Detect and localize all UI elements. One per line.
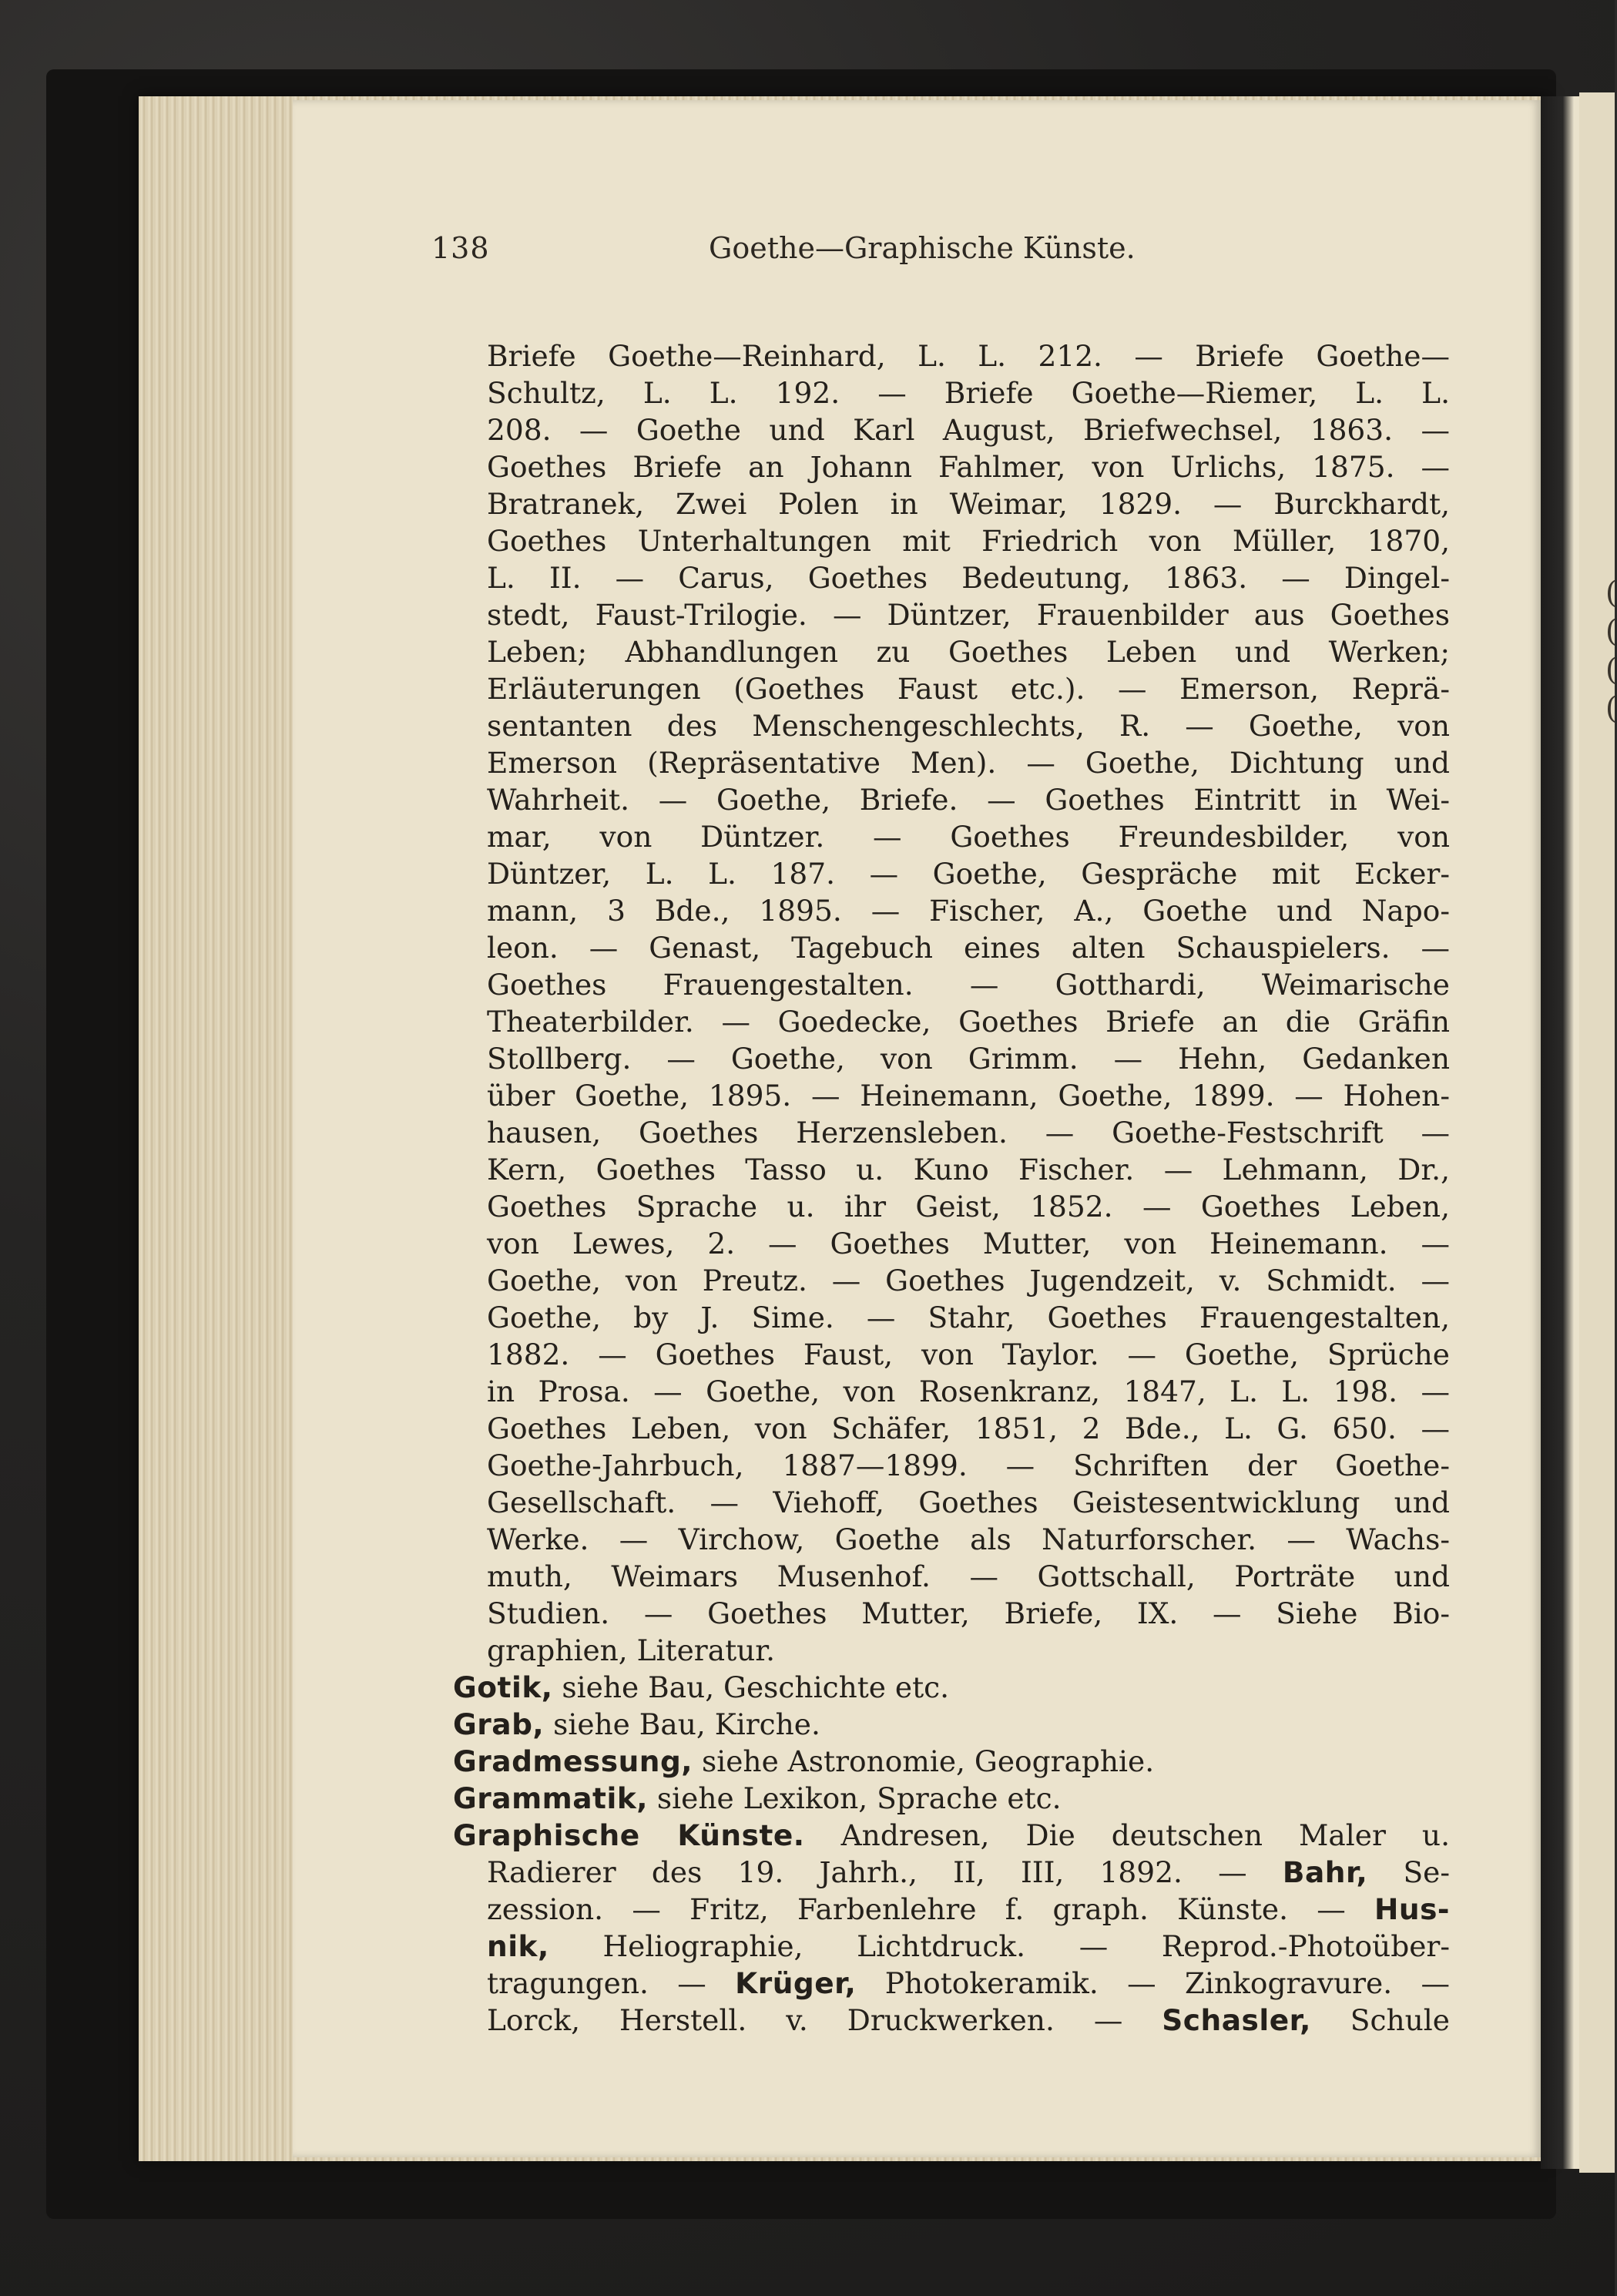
entry-text: siehe Bau, Kirche. <box>544 1707 820 1741</box>
facing-page-glyph: ( <box>1605 576 1617 609</box>
text-line: Studien. — Goethes Mutter, Briefe, IX. — Siehe Bio- <box>487 1596 1450 1630</box>
facing-page-glyph: ( <box>1605 691 1617 725</box>
text-line <box>487 1928 1450 1965</box>
page-number: 138 <box>431 231 490 265</box>
text-line: Goethes Frauengestalten. — Gotthardi, Weimarische <box>487 968 1450 1002</box>
text-line: muth, Weimars Musenhof. — Gottschall, Porträte und <box>487 1559 1450 1593</box>
entry-headword: Gotik, <box>453 1670 553 1704</box>
text-line <box>487 1854 1450 1891</box>
text-line: Goethes Sprache u. ihr Geist, 1852. — Goethes Leben, <box>487 1190 1450 1224</box>
author-name: nik, <box>487 1929 549 1963</box>
text-line: Goethe, by J. Sime. — Stahr, Goethes Frauengestalten, <box>487 1301 1450 1334</box>
entry-text: Lorck, Herstell. v. Druckwerken. — <box>487 2003 1162 2037</box>
page-header <box>431 231 1448 277</box>
running-title: Goethe—Graphische Künste. <box>709 231 1136 265</box>
author-name: Krüger, <box>735 1966 857 2000</box>
text-line: L. II. — Carus, Goethes Bedeutung, 1863. — Dingel- <box>487 561 1450 595</box>
entry-text: zession. — Fritz, Farbenlehre f. graph. Künste. — <box>487 1892 1375 1926</box>
facing-page-edge <box>1579 92 1615 2173</box>
entry-text: Se- <box>1367 1855 1450 1889</box>
text-line: Bratranek, Zwei Polen in Weimar, 1829. — Burckhardt, <box>487 487 1450 521</box>
text-line: Schultz, L. L. 192. — Briefe Goethe—Riemer, L. L. <box>487 376 1450 410</box>
text-line: Goethes Unterhaltungen mit Friedrich von Müller, 1870, <box>487 524 1450 558</box>
text-line: mar, von Düntzer. — Goethes Freundesbilder, von <box>487 820 1450 854</box>
text-line: Briefe Goethe—Reinhard, L. L. 212. — Briefe Goethe— <box>487 339 1450 373</box>
text-line: Theaterbilder. — Goedecke, Goethes Briefe an die Gräfin <box>487 1005 1450 1039</box>
facing-page-glyph: ( <box>1605 614 1617 648</box>
text-line: Kern, Goethes Tasso u. Kuno Fischer. — Lehmann, Dr., <box>487 1153 1450 1187</box>
text-line: 208. — Goethe und Karl August, Briefwechsel, 1863. — <box>487 413 1450 447</box>
text-line: von Lewes, 2. — Goethes Mutter, von Heinemann. — <box>487 1227 1450 1260</box>
text-line: 1882. — Goethes Faust, von Taylor. — Goethe, Sprüche <box>487 1338 1450 1371</box>
entry-text: siehe Bau, Geschichte etc. <box>552 1670 950 1704</box>
text-line: mann, 3 Bde., 1895. — Fischer, A., Goethe und Napo- <box>487 894 1450 928</box>
text-line: leon. — Genast, Tagebuch eines alten Schauspielers. — <box>487 931 1450 965</box>
text-line: über Goethe, 1895. — Heinemann, Goethe, 1899. — Hohen- <box>487 1079 1450 1113</box>
entry-text: Photokeramik. — Zinkogravure. — <box>856 1966 1450 2000</box>
entry-gradmessung <box>453 1743 1450 1780</box>
text-line: Erläuterungen (Goethes Faust etc.). — Emerson, Reprä- <box>487 672 1450 706</box>
entry-headword: Gradmessung, <box>453 1744 693 1778</box>
entry-text: Heliographie, Lichtdruck. — Reprod.-Photoüber- <box>549 1929 1450 1963</box>
entry-headword: Grammatik, <box>453 1781 648 1815</box>
text-line: Emerson (Repräsentative Men). — Goethe, Dichtung und <box>487 746 1450 780</box>
text-line: Leben; Abhandlungen zu Goethes Leben und Werken; <box>487 635 1450 669</box>
entry-text: Andresen, Die deutschen Maler u. <box>804 1818 1450 1852</box>
author-name: Hus- <box>1374 1892 1450 1926</box>
entry-grammatik <box>453 1780 1450 1817</box>
author-name: Schasler, <box>1162 2003 1311 2037</box>
text-line: Düntzer, L. L. 187. — Goethe, Gespräche mit Ecker- <box>487 857 1450 891</box>
text-line <box>487 2002 1450 2039</box>
author-name: Bahr, <box>1282 1855 1368 1889</box>
entry-gotik <box>453 1669 1450 1706</box>
text-line: Goethes Leben, von Schäfer, 1851, 2 Bde., L. G. 650. — <box>487 1412 1450 1445</box>
text-line: Stollberg. — Goethe, von Grimm. — Hehn, Gedanken <box>487 1042 1450 1076</box>
entry-text: Radierer des 19. Jahrh., II, III, 1892. — <box>487 1855 1283 1889</box>
text-line: Goethe, von Preutz. — Goethes Jugendzeit, v. Schmidt. — <box>487 1264 1450 1297</box>
text-line: Werke. — Virchow, Goethe als Naturforscher. — Wachs- <box>487 1522 1450 1556</box>
entry-headword: Graphische Künste. <box>453 1818 805 1852</box>
entry-text: siehe Lexikon, Sprache etc. <box>648 1781 1062 1815</box>
text-line: Wahrheit. — Goethe, Briefe. — Goethes Eintritt in Wei- <box>487 783 1450 817</box>
text-line: stedt, Faust-Trilogie. — Düntzer, Frauenbilder aus Goethes <box>487 598 1450 632</box>
entry-graphische-kuenste <box>453 1817 1450 1854</box>
text-line: Goethes Briefe an Johann Fahlmer, von Urlichs, 1875. — <box>487 450 1450 484</box>
text-line <box>487 1891 1450 1928</box>
facing-page-glyph: ( <box>1605 653 1617 686</box>
entry-grab <box>453 1706 1450 1743</box>
entry-text: tragungen. — <box>487 1966 736 2000</box>
page-body <box>453 337 1450 2039</box>
text-line: hausen, Goethes Herzensleben. — Goethe-Festschrift — <box>487 1116 1450 1150</box>
text-line <box>487 1965 1450 2002</box>
entry-text: Schule <box>1310 2003 1450 2037</box>
text-line: graphien, Literatur. <box>487 1633 776 1667</box>
text-line: in Prosa. — Goethe, von Rosenkranz, 1847, L. L. 198. — <box>487 1375 1450 1408</box>
entry-text: siehe Astronomie, Geographie. <box>693 1744 1155 1778</box>
text-line: Goethe-Jahrbuch, 1887—1899. — Schriften der Goethe- <box>487 1448 1450 1482</box>
text-line: sentanten des Menschengeschlechts, R. — Goethe, von <box>487 709 1450 743</box>
text-line: Gesellschaft. — Viehoff, Goethes Geistesentwicklung und <box>487 1485 1450 1519</box>
entry-headword: Grab, <box>453 1707 545 1741</box>
